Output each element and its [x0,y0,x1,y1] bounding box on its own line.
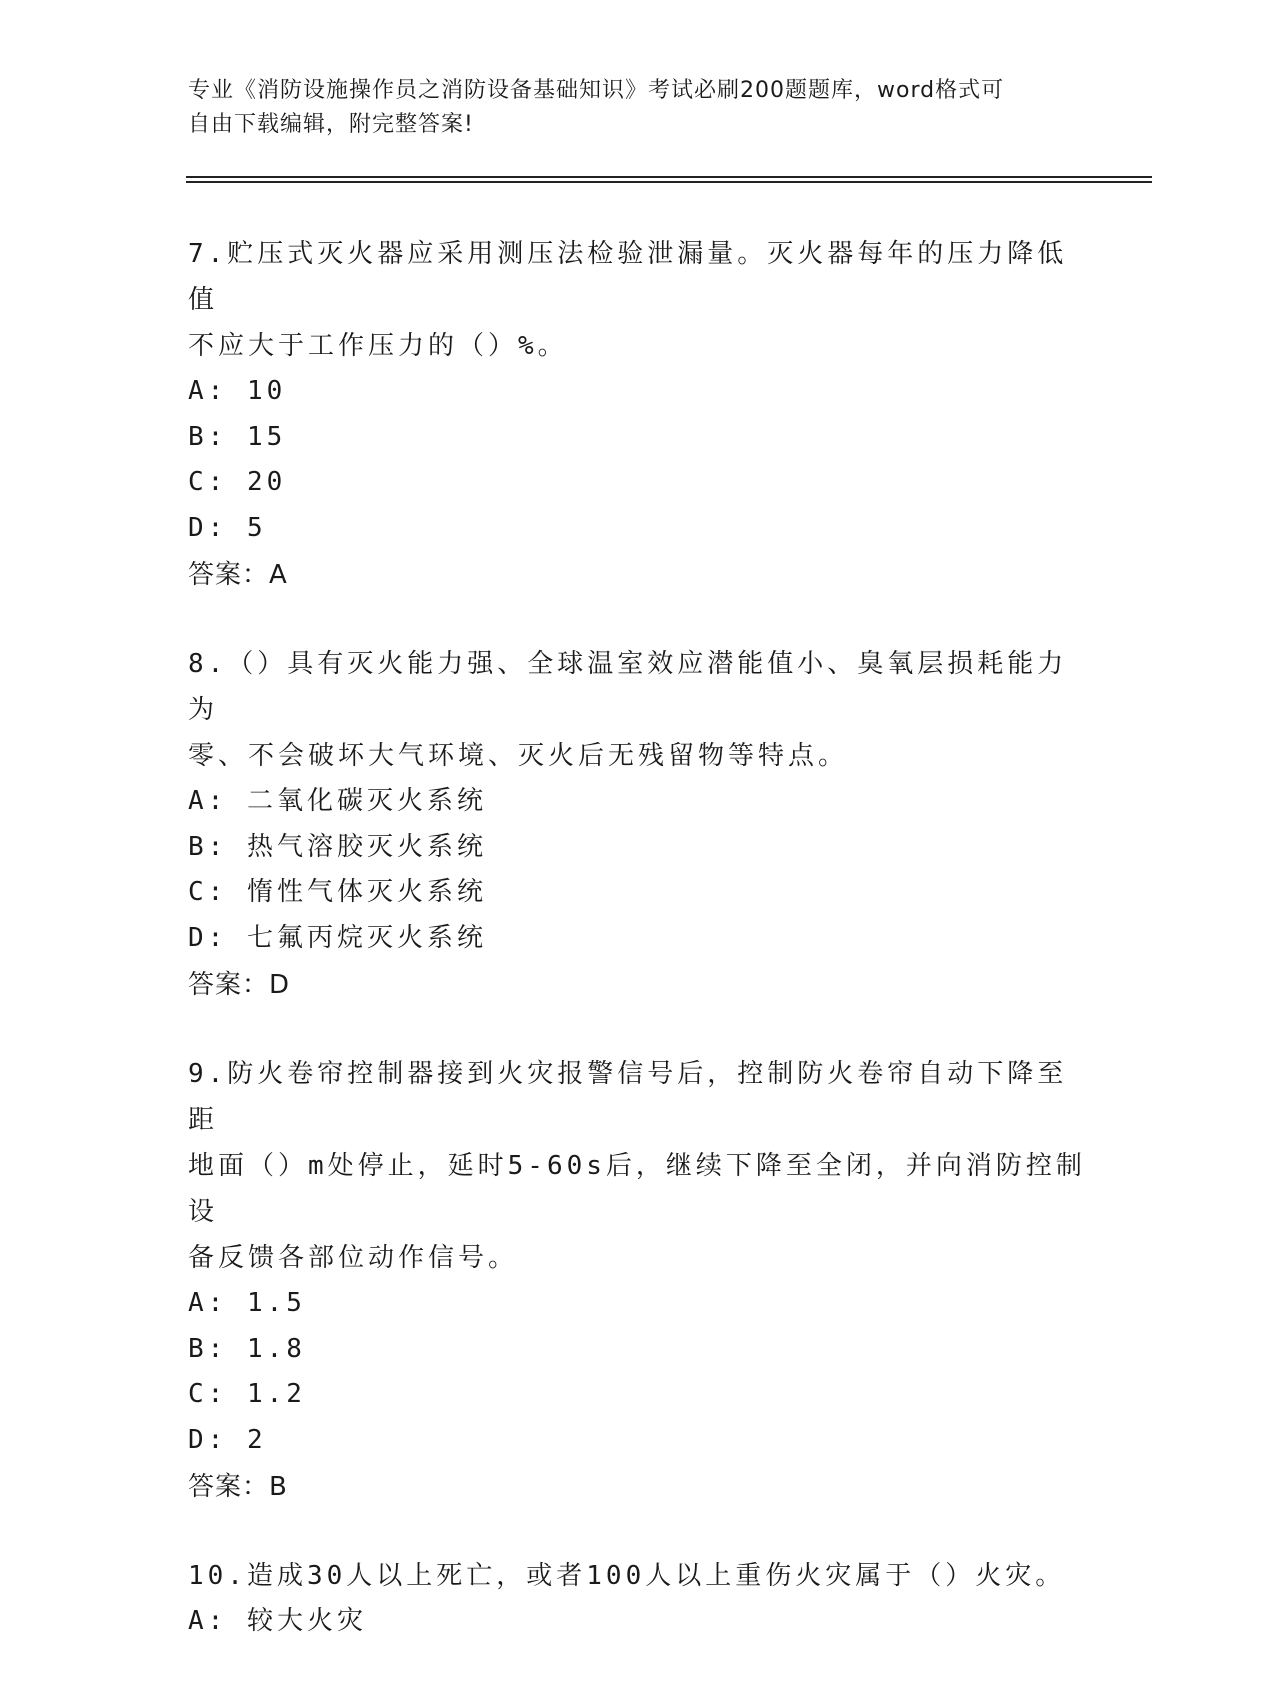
question-10 [188,1553,1088,1645]
option-c: C: 20 [188,467,287,497]
stem-line: 地面（）m处停止，延时5-60s后，继续下降至全闭，并向消防控制设 [188,1151,1086,1227]
option-a: A: 二氧化碳灭火系统 [188,786,487,816]
option-d: D: 5 [188,512,267,543]
option-c: C: 惰性气体灭火系统 [188,877,487,907]
option-a: A: 较大火灾 [188,1606,367,1636]
option-a: A: 10 [188,376,287,406]
question-stem [188,231,1088,369]
question-stem [188,1051,1088,1281]
question-stem [188,641,1088,779]
question-stem [188,1553,1088,1599]
option-d: D: 七氟丙烷灭火系统 [188,922,487,953]
document-header [188,74,1068,142]
header-divider-top [186,176,1152,178]
option-d: D: 2 [188,1424,267,1455]
answer-label: 答案：D [188,970,291,1000]
question-list [188,231,1088,1689]
stem-line: 零、不会破坏大气环境、灭火后无残留物等特点。 [188,741,849,771]
question-8 [188,641,1088,1007]
answer-label: 答案：B [188,1472,288,1502]
option-b: B: 热气溶胶灭火系统 [188,831,487,862]
stem-line: 备反馈各部位动作信号。 [188,1243,519,1273]
stem-line: 不应大于工作压力的（）%。 [188,331,568,361]
question-9 [188,1051,1088,1509]
question-7 [188,231,1088,597]
stem-line: 10.造成30人以上死亡，或者100人以上重伤火灾属于（）火灾。 [188,1561,1066,1591]
answer-label: 答案：A [188,560,288,590]
stem-line: 9.防火卷帘控制器接到火灾报警信号后，控制防火卷帘自动下降至距 [188,1059,1068,1135]
option-b: B: 1.8 [188,1333,306,1364]
option-b: B: 15 [188,421,287,452]
stem-line: 7.贮压式灭火器应采用测压法检验泄漏量。灭火器每年的压力降低值 [188,239,1068,315]
header-line-2: 自由下载编辑，附完整答案! [188,112,474,137]
option-a: A: 1.5 [188,1288,306,1318]
option-c: C: 1.2 [188,1379,306,1409]
header-divider-bottom [186,181,1152,183]
stem-line: 8.（）具有灭火能力强、全球温室效应潜能值小、臭氧层损耗能力为 [188,649,1068,725]
header-line-1: 专业《消防设施操作员之消防设备基础知识》考试必刷200题题库，word格式可 [188,78,1005,103]
